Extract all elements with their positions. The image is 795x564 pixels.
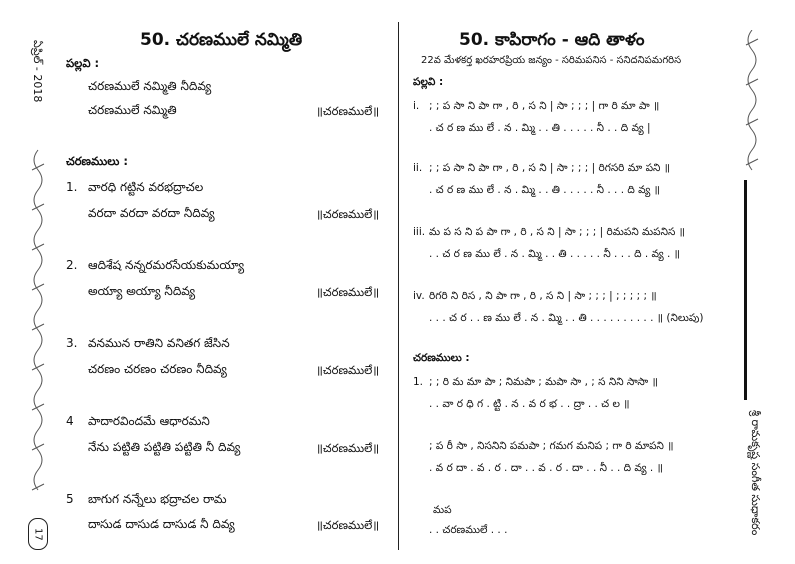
floral-border-icon <box>742 30 762 180</box>
stanza-line: అయ్యా అయ్యా నీదివ్య <box>88 284 196 298</box>
stanza-line: దాసుడ దాసుడ దాసుడ నీ దివ్య <box>88 517 235 531</box>
stanza-line: నేను పట్టితి పట్టితి పట్టితి నీ దివ్య <box>88 440 241 454</box>
variation-number: iv. <box>413 290 425 302</box>
page-title: 50. కాపిరాగం - ఆది తాళం <box>459 30 645 50</box>
swara-line: ; ప రీ సా , నిసనిని పమపా ; గమగ మనిప ; గా రి మాపని ॥ <box>429 440 674 452</box>
stanza-line: ఆదిశేష నన్నరమరసేయకుమయ్యా <box>88 258 245 272</box>
right-page <box>399 0 795 564</box>
stanza-number: 3. <box>66 336 78 350</box>
pallavi-label: పల్లవి : <box>413 76 444 88</box>
swara-line: ; ; ప సా ని పా గా , రి , స ని | సా ; ; ; | రిగసరి మా పని ॥ <box>429 162 671 174</box>
variation-number: i. <box>413 100 420 112</box>
stanza-line: చరణం చరణం చరణం నీదివ్య <box>88 362 227 376</box>
swara-line: ; ; ప సా ని పా గా , రి , స ని | సా ; ; ; | గా రి మా పా ॥ <box>429 100 660 112</box>
book-margin-title: శ్రీ రామకృష్ణ సంగీత సుధాకరం <box>749 410 762 536</box>
variation-number: ii. <box>413 162 423 174</box>
charanamulu-label: చరణములు : <box>66 154 128 168</box>
stanza-line: బాగుగ నన్నేలు భద్రాచల రామ <box>88 492 227 506</box>
stanza-number: 4 <box>66 414 74 428</box>
stanza-number: 1. <box>413 376 424 388</box>
pallavi-line: చరణములే నమ్మితి <box>88 103 177 117</box>
margin-date: ఏప్రిల్ - 2018 <box>31 40 44 103</box>
raga-subtitle: 22వ మేళకర్త ఖరహరప్రియ జన్యం - సరిమపనిస - సనిదనిపమగరిస <box>421 55 682 66</box>
swara-line: ; ; రి మ మా పా ; నిమపా ; మపా సా , ; స నిని సాసా ॥ <box>429 376 658 388</box>
stanza-line: వారధి గట్టిన వరభద్రాచల <box>88 180 204 194</box>
page-number: 17 <box>28 518 48 550</box>
sahitya-line: . . . చ ర . . ణ ము లే . న . మ్మి . . తి . . . . . . . . . . ॥ (నిలుపు) <box>429 312 704 324</box>
sahitya-line: . వ ర దా . వ . ర . దా . . వ . ర . దా . . నీ . . ది వ్య . ॥ <box>429 462 663 474</box>
swara-line: రిగరి ని రిస , ని పా గా , రి , స ని | సా ; ; ; | ; ; ; ; ; ॥ <box>429 290 657 302</box>
margin-rule <box>744 180 747 400</box>
pallavi-label: పల్లవి : <box>66 56 100 70</box>
pallavi-line: చరణములే నమ్మితి నీదివ్య <box>88 79 212 93</box>
ending-sahitya: . . చరణములే . . . <box>429 524 508 536</box>
refrain-marker: ॥చరణములే॥ <box>316 104 380 118</box>
refrain-marker: ॥చరణములే॥ <box>316 441 380 455</box>
stanza-number: 1. <box>66 180 78 194</box>
charanamulu-label: చరణములు : <box>413 352 470 364</box>
sahitya-line: . చ ర ణ ము లే . న . మ్మి . . తి . . . . . నీ . . ది వ్య | <box>429 122 651 134</box>
refrain-marker: ॥చరణములే॥ <box>316 207 380 221</box>
stanza-number: 2. <box>66 258 78 272</box>
sahitya-line: . . చ ర ణ ము లే . న . మ్మి . . తి . . . . . నీ . . . ది . వ్య . ॥ <box>429 248 680 260</box>
stanza-line: పాదారవిందమే ఆధారమని <box>88 414 210 428</box>
refrain-marker: ॥చరణములే॥ <box>316 285 380 299</box>
ending-swara: మప <box>433 504 452 516</box>
variation-number: iii. <box>413 226 426 238</box>
page-title: 50. చరణములే నమ్మితి <box>140 30 303 50</box>
stanza-number: 5 <box>66 492 74 506</box>
refrain-marker: ॥చరణములే॥ <box>316 518 380 532</box>
stanza-line: వరదా వరదా వరదా నీదివ్య <box>88 206 215 220</box>
decorative-border-right <box>742 30 762 180</box>
sahitya-line: . . వా ర ధి గ . ట్టి . న . వ ర భ . . ద్రా . . చ ల ॥ <box>429 398 630 410</box>
sahitya-line: . చ ర ణ ము లే . న . మ్మి . . తి . . . . . నీ . . . ది వ్య ॥ <box>429 184 660 196</box>
swara-line: మ ప స ని ప పా గా , రి , స ని | సా ; ; ; | రిమపని మపనిస ॥ <box>429 226 685 238</box>
refrain-marker: ॥చరణములే॥ <box>316 363 380 377</box>
stanza-line: వనమున రాతిని వనితగ జేసిన <box>88 336 230 350</box>
